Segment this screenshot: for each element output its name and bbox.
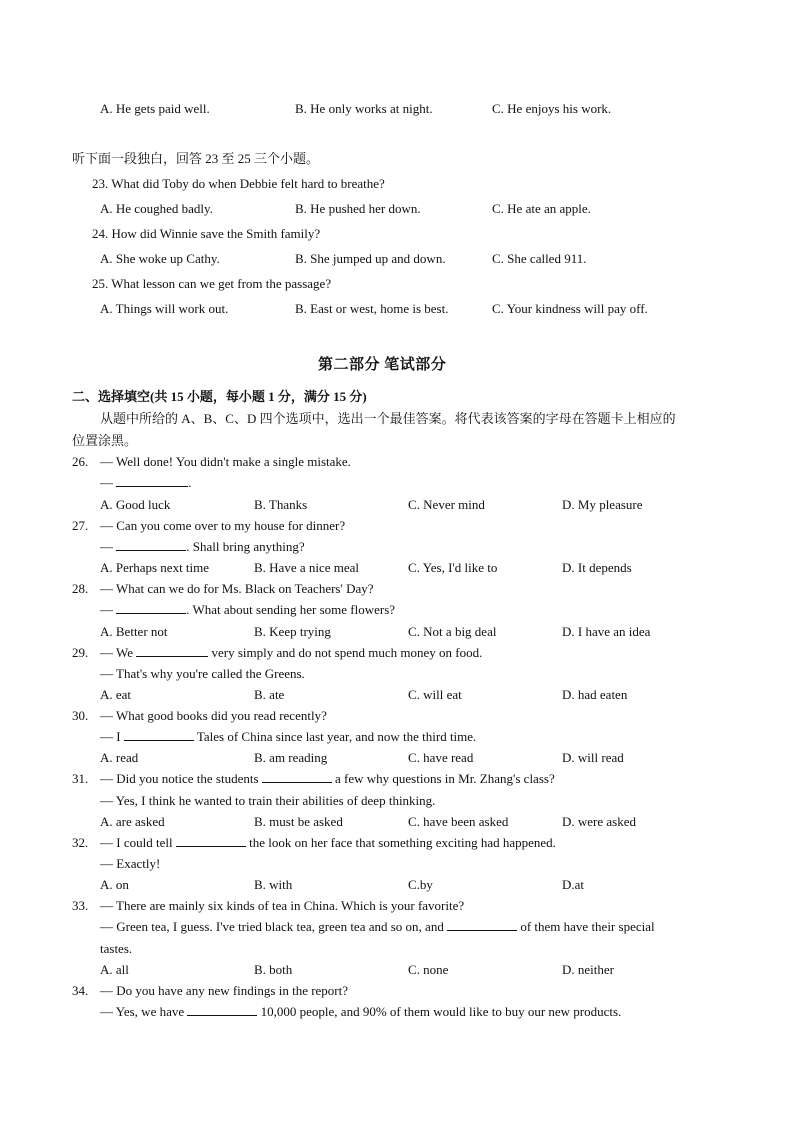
answer-blank[interactable] <box>124 730 194 741</box>
dialogue-line: — I could tell the look on her face that something exciting had happened. <box>100 835 556 850</box>
q25-option-c[interactable]: C. Your kindness will pay off. <box>492 301 648 316</box>
option-a[interactable]: A. He gets paid well. <box>100 101 210 116</box>
q31-option-d[interactable]: D. were asked <box>562 814 636 829</box>
q26-option-c[interactable]: C. Never mind <box>408 497 485 512</box>
dialogue-line: — Did you notice the students a few why questions in Mr. Zhang's class? <box>100 771 555 786</box>
q31-option-b[interactable]: B. must be asked <box>254 814 343 829</box>
q24-option-b[interactable]: B. She jumped up and down. <box>295 251 446 266</box>
q30-option-a[interactable]: A. read <box>100 750 139 765</box>
q30-option-d[interactable]: D. will read <box>562 750 624 765</box>
q24-option-a[interactable]: A. She woke up Cathy. <box>100 251 220 266</box>
instructions-line1: 从题中所给的 A、B、C、D 四个选项中，选出一个最佳答案。将代表该答案的字母在答题卡上相应的 <box>100 411 676 426</box>
instructions-line2: 位置涂黑。 <box>72 433 138 448</box>
question-number: 28. <box>72 581 89 596</box>
question-number: 30. <box>72 708 89 723</box>
dialogue-line: tastes. <box>100 941 133 956</box>
q30-option-b[interactable]: B. am reading <box>254 750 328 765</box>
q33-option-b[interactable]: B. both <box>254 962 293 977</box>
q33-option-c[interactable]: C. none <box>408 962 449 977</box>
dialogue-line: — Can you come over to my house for dinner? <box>100 518 346 533</box>
q31-option-c[interactable]: C. have been asked <box>408 814 509 829</box>
question-25: 25. What lesson can we get from the passage? <box>92 276 332 291</box>
question-number: 33. <box>72 898 89 913</box>
q33-option-d[interactable]: D. neither <box>562 962 614 977</box>
q33-option-a[interactable]: A. all <box>100 962 129 977</box>
question-number: 27. <box>72 518 89 533</box>
answer-blank[interactable] <box>136 646 208 657</box>
question-number: 34. <box>72 983 89 998</box>
q32-option-b[interactable]: B. with <box>254 877 293 892</box>
question-23: 23. What did Toby do when Debbie felt hard to breathe? <box>92 176 385 191</box>
dialogue-line: — . What about sending her some flowers? <box>100 602 396 617</box>
dialogue-line: — That's why you're called the Greens. <box>100 666 305 681</box>
q26-option-a[interactable]: A. Good luck <box>100 497 171 512</box>
q23-option-c[interactable]: C. He ate an apple. <box>492 201 591 216</box>
dialogue-line: — Green tea, I guess. I've tried black tea, green tea and so on, and of them have their special <box>100 919 655 934</box>
section2-heading: 二、选择填空(共 15 小题，每小题 1 分，满分 15 分) <box>72 389 367 404</box>
q24-option-c[interactable]: C. She called 911. <box>492 251 587 266</box>
question-number: 29. <box>72 645 89 660</box>
question-number: 32. <box>72 835 89 850</box>
answer-blank[interactable] <box>447 920 517 931</box>
q26-option-d[interactable]: D. My pleasure <box>562 497 643 512</box>
option-c[interactable]: C. He enjoys his work. <box>492 101 612 116</box>
q27-option-a[interactable]: A. Perhaps next time <box>100 560 210 575</box>
q28-option-a[interactable]: A. Better not <box>100 624 168 639</box>
q30-option-c[interactable]: C. have read <box>408 750 474 765</box>
q29-option-c[interactable]: C. will eat <box>408 687 462 702</box>
q28-option-d[interactable]: D. I have an idea <box>562 624 651 639</box>
q23-option-b[interactable]: B. He pushed her down. <box>295 201 421 216</box>
q28-option-b[interactable]: B. Keep trying <box>254 624 331 639</box>
q32-option-d[interactable]: D.at <box>562 877 585 892</box>
q25-option-b[interactable]: B. East or west, home is best. <box>295 301 449 316</box>
answer-blank[interactable] <box>262 772 332 783</box>
q31-option-a[interactable]: A. are asked <box>100 814 165 829</box>
dialogue-line: — . <box>100 475 192 490</box>
q29-option-a[interactable]: A. eat <box>100 687 132 702</box>
q25-option-a[interactable]: A. Things will work out. <box>100 301 229 316</box>
answer-blank[interactable] <box>116 540 186 551</box>
dialogue-line: — Exactly! <box>100 856 161 871</box>
dialogue-line: — Well done! You didn't make a single mistake. <box>100 454 351 469</box>
dialogue-line: — Yes, I think he wanted to train their abilities of deep thinking. <box>100 793 436 808</box>
q29-option-b[interactable]: B. ate <box>254 687 285 702</box>
q27-option-d[interactable]: D. It depends <box>562 560 632 575</box>
dialogue-line: — We very simply and do not spend much money on food. <box>100 645 483 660</box>
dialogue-line: — I Tales of China since last year, and now the third time. <box>100 729 477 744</box>
q32-option-c[interactable]: C.by <box>408 877 433 892</box>
dialogue-line: — What good books did you read recently? <box>100 708 327 723</box>
question-24: 24. How did Winnie save the Smith family? <box>92 226 321 241</box>
q29-option-d[interactable]: D. had eaten <box>562 687 628 702</box>
q26-option-b[interactable]: B. Thanks <box>254 497 308 512</box>
dialogue-line: — Yes, we have 10,000 people, and 90% of them would like to buy our new products. <box>100 1004 622 1019</box>
q27-option-c[interactable]: C. Yes, I'd like to <box>408 560 498 575</box>
dialogue-line: — . Shall bring anything? <box>100 539 305 554</box>
dialogue-line: — There are mainly six kinds of tea in China. Which is your favorite? <box>100 898 465 913</box>
dialogue-line: — Do you have any new findings in the report? <box>100 983 349 998</box>
answer-blank[interactable] <box>187 1005 257 1016</box>
answer-blank[interactable] <box>116 476 188 487</box>
dialogue-line: — What can we do for Ms. Black on Teachers' Day? <box>100 581 374 596</box>
question-number: 31. <box>72 771 89 786</box>
question-number: 26. <box>72 454 89 469</box>
q32-option-a[interactable]: A. on <box>100 877 129 892</box>
answer-blank[interactable] <box>116 603 186 614</box>
part2-title: 第二部分 笔试部分 <box>318 357 447 373</box>
answer-blank[interactable] <box>176 836 246 847</box>
listening-intro: 听下面一段独白，回答 23 至 25 三个小题。 <box>72 151 320 166</box>
q23-option-a[interactable]: A. He coughed badly. <box>100 201 213 216</box>
q28-option-c[interactable]: C. Not a big deal <box>408 624 497 639</box>
q27-option-b[interactable]: B. Have a nice meal <box>254 560 360 575</box>
option-b[interactable]: B. He only works at night. <box>295 101 433 116</box>
